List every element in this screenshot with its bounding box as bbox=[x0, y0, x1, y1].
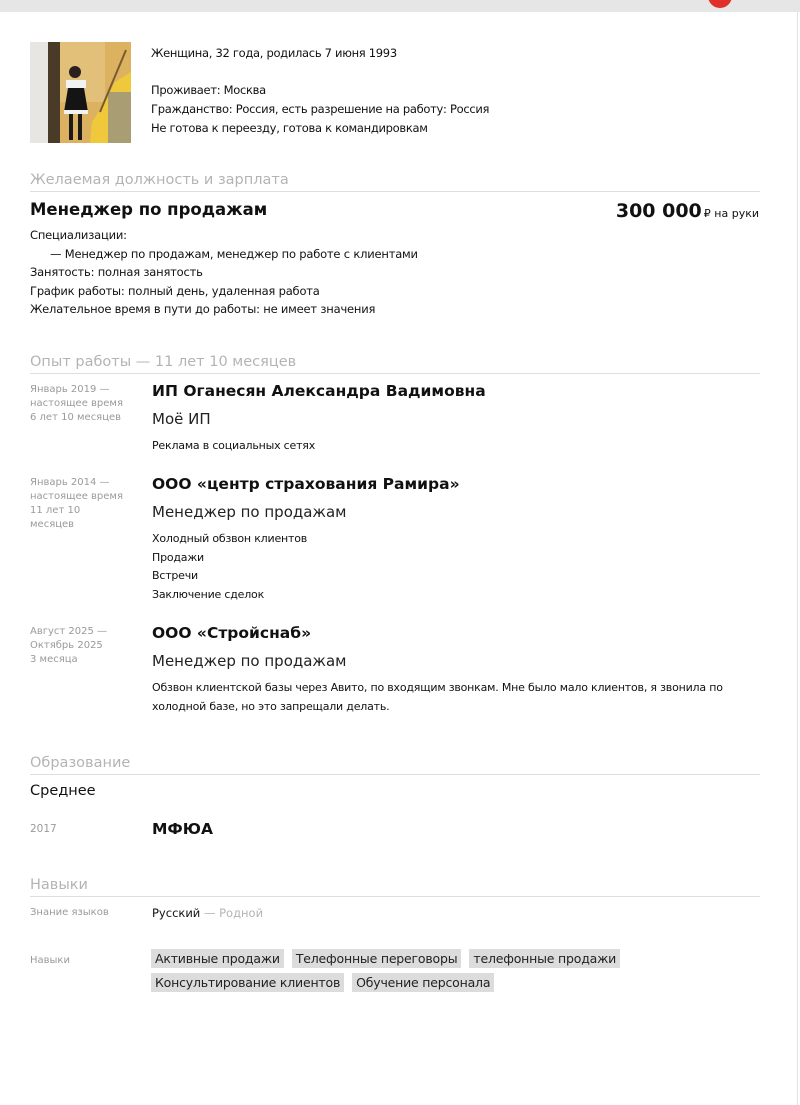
job-period-end: настоящее время bbox=[30, 491, 123, 502]
top-bar bbox=[0, 0, 800, 12]
personal-citizenship: Гражданство: Россия, есть разрешение на работу: Россия bbox=[151, 102, 490, 116]
job-period-start: Январь 2014 — bbox=[30, 477, 110, 488]
language-name: Русский bbox=[152, 906, 201, 920]
job-description-line: Холодный обзвон клиентов bbox=[152, 532, 308, 545]
language-level: — Родной bbox=[203, 906, 264, 920]
job-role: Менеджер по продажам bbox=[152, 652, 347, 670]
job-description-line: Реклама в социальных сетях bbox=[152, 439, 316, 452]
section-title-education: Образование bbox=[30, 754, 760, 775]
profile-photo bbox=[30, 42, 131, 143]
job-description-line: Обзвон клиентской базы через Авито, по входящим звонкам. Мне было мало клиентов, я звонила по холодной базе, но это запрещали делать. bbox=[152, 681, 723, 713]
job-description-line: Продажи bbox=[152, 550, 204, 564]
commute: Желательное время в пути до работы: не имеет значения bbox=[30, 302, 376, 316]
skill-tag: Активные продажи bbox=[151, 949, 284, 968]
job-description bbox=[152, 437, 760, 456]
education-year: 2017 bbox=[30, 823, 57, 835]
employment: Занятость: полная занятость bbox=[30, 265, 203, 279]
job-duration: 3 месяца bbox=[30, 654, 78, 665]
specializations-label: Специализации: bbox=[30, 228, 127, 242]
job-role: Менеджер по продажам bbox=[152, 503, 347, 521]
languages-label: Знание языков bbox=[30, 907, 109, 918]
job-description-line: Встречи bbox=[152, 569, 198, 582]
position-details bbox=[30, 226, 418, 319]
job-role: Моё ИП bbox=[152, 410, 211, 428]
job-dates bbox=[30, 476, 140, 532]
job-company: ООО «центр страхования Рамира» bbox=[152, 475, 460, 493]
education-level: Среднее bbox=[30, 783, 96, 799]
job-description-line: Заключение сделок bbox=[152, 587, 265, 601]
personal-info bbox=[151, 44, 489, 138]
job-period-end: настоящее время bbox=[30, 398, 123, 409]
job-description bbox=[152, 679, 742, 716]
skill-tag: Телефонные переговоры bbox=[292, 949, 462, 968]
job-company: ИП Оганесян Александра Вадимовна bbox=[152, 382, 486, 400]
job-duration: 6 лет 10 месяцев bbox=[30, 412, 122, 423]
skill-tag: телефонные продажи bbox=[469, 949, 620, 968]
skills-tags bbox=[151, 949, 711, 992]
job-period-start: Август 2025 — bbox=[30, 626, 108, 637]
skill-tag: Консультирование клиентов bbox=[151, 973, 344, 992]
personal-city: Проживает: Москва bbox=[151, 83, 266, 97]
salary-suffix: ₽ на руки bbox=[703, 207, 759, 220]
section-title-experience: Опыт работы — 11 лет 10 месяцев bbox=[30, 353, 760, 374]
job-period-end: Октябрь 2025 bbox=[30, 640, 103, 651]
salary bbox=[616, 200, 759, 222]
job-dates bbox=[30, 625, 140, 667]
skill-tag: Обучение персонала bbox=[352, 973, 494, 992]
section-title-skills: Навыки bbox=[30, 876, 760, 897]
position-title: Менеджер по продажам bbox=[30, 200, 268, 219]
language bbox=[152, 906, 263, 920]
salary-amount: 300 000 bbox=[615, 200, 702, 222]
specialization-item: — Менеджер по продажам, менеджер по работе с клиентами bbox=[50, 246, 418, 261]
job-description bbox=[152, 530, 760, 604]
scrollbar-track[interactable] bbox=[797, 12, 798, 1105]
job-company: ООО «Стройснаб» bbox=[152, 624, 312, 642]
job-dates bbox=[30, 383, 140, 425]
job-duration: 11 лет 10 месяцев bbox=[30, 505, 81, 530]
section-title-position: Желаемая должность и зарплата bbox=[30, 171, 760, 192]
skills-label: Навыки bbox=[30, 955, 70, 966]
personal-relocation: Не готова к переезду, готова к командировкам bbox=[151, 121, 428, 135]
education-institution: МФЮА bbox=[152, 820, 213, 838]
personal-summary: Женщина, 32 года, родилась 7 июня 1993 bbox=[151, 46, 397, 60]
schedule: График работы: полный день, удаленная работа bbox=[30, 283, 320, 298]
notification-badge-icon[interactable] bbox=[708, 0, 732, 8]
job-period-start: Январь 2019 — bbox=[30, 384, 110, 395]
